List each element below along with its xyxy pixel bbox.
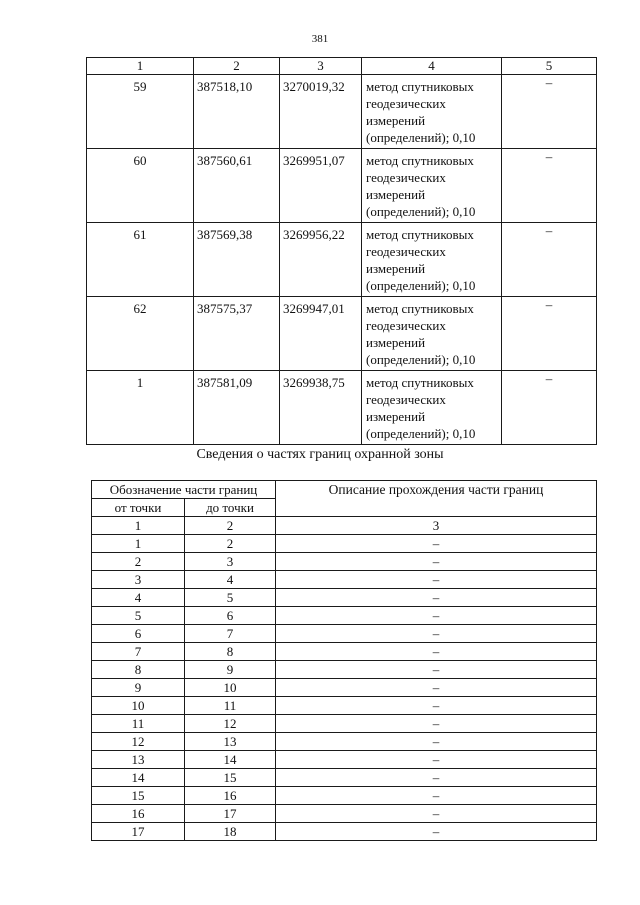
table-row: [92, 589, 597, 607]
method-description: [362, 371, 502, 445]
table-row: [87, 75, 597, 149]
description-cell: –: [276, 607, 597, 625]
coord-x: 387569,38: [194, 223, 280, 297]
to-point: 2: [185, 535, 276, 553]
description-cell: –: [276, 643, 597, 661]
to-point: 4: [185, 571, 276, 589]
from-point: 5: [92, 607, 185, 625]
note-cell: –: [502, 223, 597, 297]
numbering-cell-2: 2: [185, 517, 276, 535]
coord-y: 3270019,32: [280, 75, 362, 149]
from-point: 3: [92, 571, 185, 589]
col-header-2: 2: [194, 58, 280, 75]
description-cell: –: [276, 715, 597, 733]
method-line: (определений); 0,10: [366, 204, 476, 219]
coord-y: 3269947,01: [280, 297, 362, 371]
method-line: метод спутниковых: [366, 79, 474, 94]
method-line: метод спутниковых: [366, 375, 474, 390]
to-point: 5: [185, 589, 276, 607]
table-row: [92, 751, 597, 769]
note-cell: –: [502, 75, 597, 149]
col-header-1: 1: [87, 58, 194, 75]
description-cell: –: [276, 661, 597, 679]
to-point: 12: [185, 715, 276, 733]
method-description: [362, 149, 502, 223]
method-line: геодезических: [366, 244, 446, 259]
table-row: [92, 787, 597, 805]
description-cell: –: [276, 535, 597, 553]
table-row: [92, 661, 597, 679]
method-line: геодезических: [366, 170, 446, 185]
description-cell: –: [276, 823, 597, 841]
numbering-cell-1: 1: [92, 517, 185, 535]
note-cell: –: [502, 371, 597, 445]
table-row: [92, 697, 597, 715]
table-row: [92, 823, 597, 841]
description-cell: –: [276, 787, 597, 805]
table-row: [87, 223, 597, 297]
table-row: [92, 625, 597, 643]
from-point: 15: [92, 787, 185, 805]
point-number: 60: [87, 149, 194, 223]
description-cell: –: [276, 769, 597, 787]
to-point: 7: [185, 625, 276, 643]
method-description: [362, 297, 502, 371]
from-point: 13: [92, 751, 185, 769]
point-number: 62: [87, 297, 194, 371]
table-row: [92, 643, 597, 661]
method-line: измерений: [366, 261, 426, 276]
to-point: 9: [185, 661, 276, 679]
parts-header-row: [92, 481, 597, 499]
header-from-point: от точки: [92, 499, 185, 517]
to-point: 14: [185, 751, 276, 769]
description-cell: –: [276, 805, 597, 823]
table-row: [87, 371, 597, 445]
method-line: метод спутниковых: [366, 227, 474, 242]
page-number: 381: [311, 33, 329, 45]
from-point: 17: [92, 823, 185, 841]
method-line: (определений); 0,10: [366, 130, 476, 145]
col-header-3: 3: [280, 58, 362, 75]
from-point: 6: [92, 625, 185, 643]
from-point: 8: [92, 661, 185, 679]
method-line: (определений); 0,10: [366, 278, 476, 293]
table-row: [92, 535, 597, 553]
table-row: [87, 149, 597, 223]
to-point: 18: [185, 823, 276, 841]
to-point: 10: [185, 679, 276, 697]
method-line: геодезических: [366, 392, 446, 407]
description-cell: –: [276, 589, 597, 607]
coordinates-table: [86, 57, 597, 445]
note-cell: –: [502, 149, 597, 223]
from-point: 16: [92, 805, 185, 823]
table-row: [92, 679, 597, 697]
description-cell: –: [276, 751, 597, 769]
method-line: измерений: [366, 187, 426, 202]
method-line: геодезических: [366, 318, 446, 333]
to-point: 8: [185, 643, 276, 661]
point-number: 1: [87, 371, 194, 445]
description-cell: –: [276, 571, 597, 589]
table-row: [92, 733, 597, 751]
to-point: 13: [185, 733, 276, 751]
method-line: (определений); 0,10: [366, 426, 476, 441]
from-point: 2: [92, 553, 185, 571]
to-point: 6: [185, 607, 276, 625]
from-point: 14: [92, 769, 185, 787]
method-line: измерений: [366, 409, 426, 424]
method-line: метод спутниковых: [366, 153, 474, 168]
point-number: 59: [87, 75, 194, 149]
col-header-5: 5: [502, 58, 597, 75]
note-cell: –: [502, 297, 597, 371]
table-row: [92, 715, 597, 733]
section-title: Сведения о частях границ охранной зоны: [196, 447, 444, 462]
method-line: геодезических: [366, 96, 446, 111]
coord-x: 387581,09: [194, 371, 280, 445]
coord-y: 3269956,22: [280, 223, 362, 297]
table-row: [92, 571, 597, 589]
description-cell: –: [276, 679, 597, 697]
from-point: 10: [92, 697, 185, 715]
to-point: 17: [185, 805, 276, 823]
method-line: метод спутниковых: [366, 301, 474, 316]
description-cell: –: [276, 553, 597, 571]
header-to-point: до точки: [185, 499, 276, 517]
coord-x: 387575,37: [194, 297, 280, 371]
coord-x: 387560,61: [194, 149, 280, 223]
header-part-designation: Обозначение части границ: [92, 481, 276, 499]
from-point: 4: [92, 589, 185, 607]
table-row: [92, 553, 597, 571]
method-line: измерений: [366, 335, 426, 350]
from-point: 12: [92, 733, 185, 751]
col-header-4: 4: [362, 58, 502, 75]
to-point: 15: [185, 769, 276, 787]
method-description: [362, 75, 502, 149]
from-point: 9: [92, 679, 185, 697]
method-line: (определений); 0,10: [366, 352, 476, 367]
header-description: Описание прохождения части границ: [276, 481, 597, 517]
table-row: [92, 769, 597, 787]
from-point: 11: [92, 715, 185, 733]
coordinates-header-row: [87, 58, 597, 75]
to-point: 16: [185, 787, 276, 805]
coord-y: 3269938,75: [280, 371, 362, 445]
description-cell: –: [276, 733, 597, 751]
from-point: 1: [92, 535, 185, 553]
table-row: [87, 297, 597, 371]
coord-x: 387518,10: [194, 75, 280, 149]
description-cell: –: [276, 697, 597, 715]
to-point: 3: [185, 553, 276, 571]
coord-y: 3269951,07: [280, 149, 362, 223]
from-point: 7: [92, 643, 185, 661]
table-row: [92, 805, 597, 823]
point-number: 61: [87, 223, 194, 297]
table-row: [92, 607, 597, 625]
parts-numbering-row: [92, 517, 597, 535]
method-line: измерений: [366, 113, 426, 128]
description-cell: –: [276, 625, 597, 643]
boundary-parts-table: [91, 480, 597, 841]
method-description: [362, 223, 502, 297]
numbering-cell-3: 3: [276, 517, 597, 535]
to-point: 11: [185, 697, 276, 715]
